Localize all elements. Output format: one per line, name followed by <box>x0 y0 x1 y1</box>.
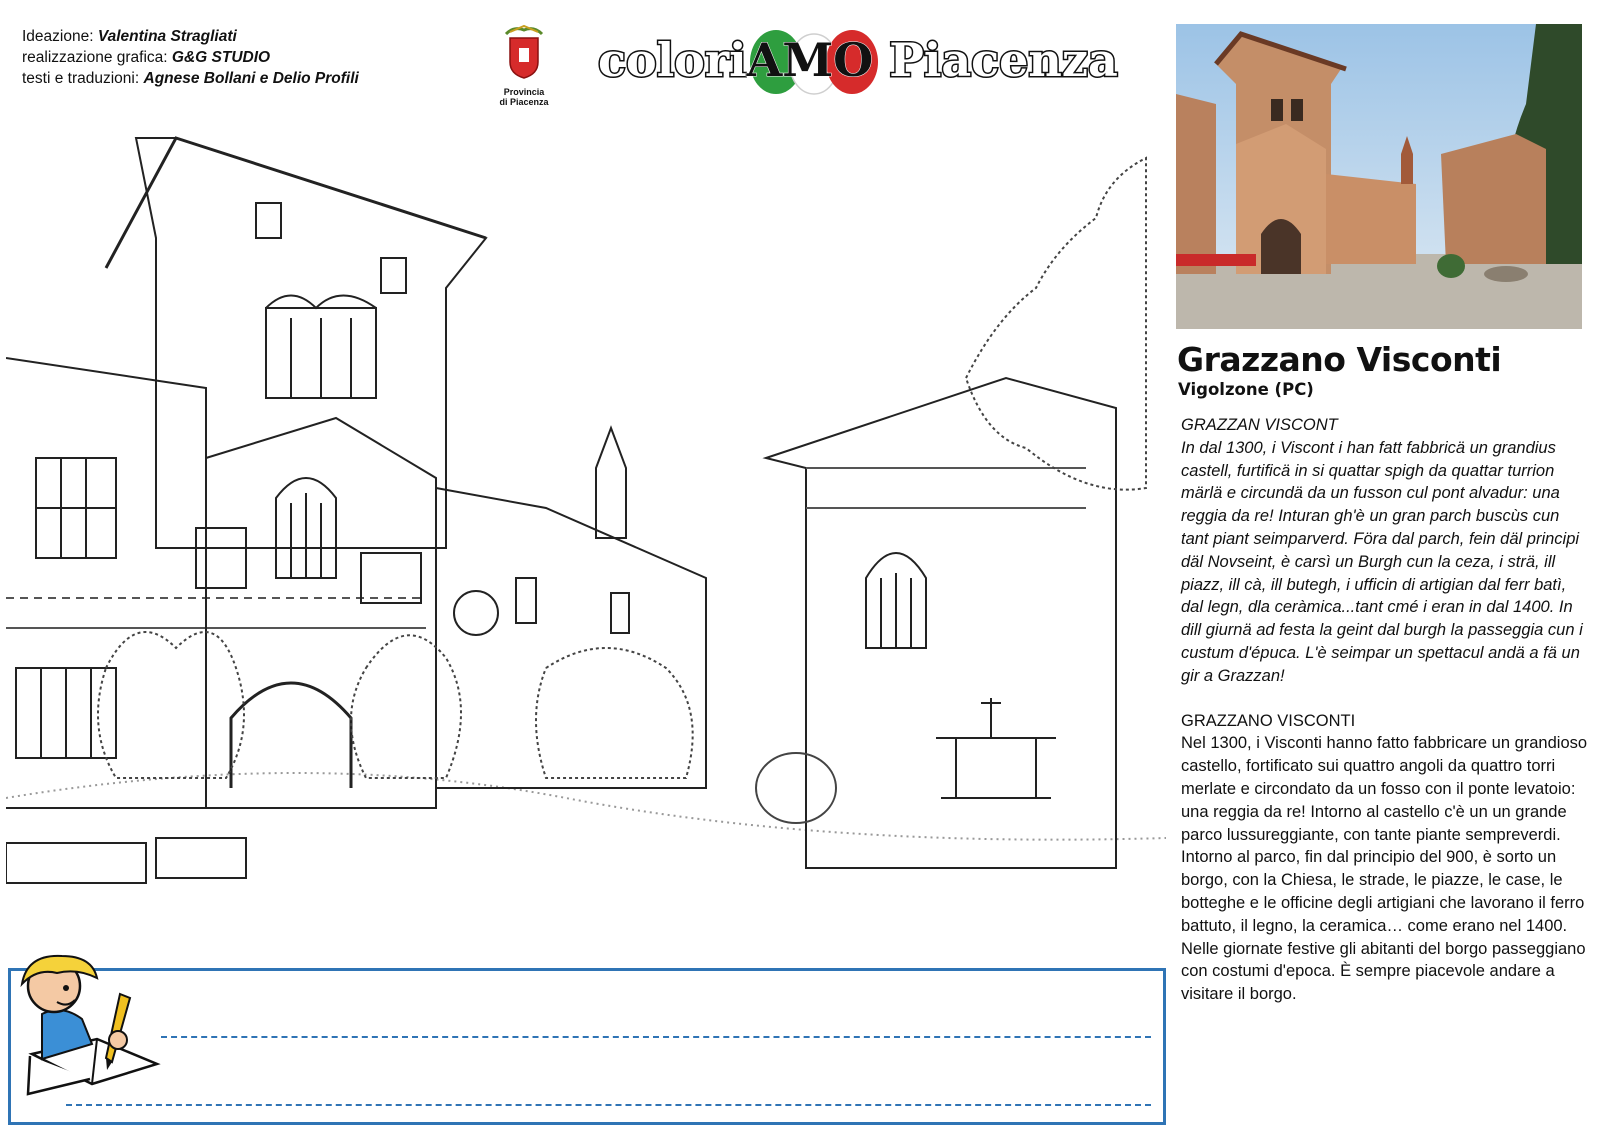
logo-text <box>598 33 1118 87</box>
logo-part-colori: colori <box>598 33 747 87</box>
credits-block <box>22 26 359 89</box>
dialect-heading: GRAZZAN VISCONT <box>1181 416 1338 434</box>
place-title: Grazzano Visconti <box>1177 340 1502 379</box>
archway <box>231 683 351 788</box>
central-building-outline <box>206 418 436 808</box>
description-column <box>1181 414 1591 1006</box>
tower-outline <box>136 138 486 548</box>
province-logo <box>488 24 560 107</box>
grazzano-photo <box>1176 24 1582 329</box>
writing-box[interactable] <box>8 968 1166 1125</box>
kid-writing-icon <box>2 944 162 1104</box>
credit-ideazione: Ideazione: Valentina Stragliati <box>22 28 237 45</box>
right-building-outline <box>766 378 1116 868</box>
province-label: Provincia di Piacenza <box>499 87 549 107</box>
logo-part-piacenza: Piacenza <box>873 33 1118 87</box>
logo-part-amo: AMO <box>746 33 874 87</box>
writing-line-1[interactable] <box>161 1036 1151 1038</box>
writing-line-2[interactable] <box>66 1104 1151 1106</box>
credit-testi: testi e traduzioni: Agnese Bollani e Delio Profili <box>22 70 359 87</box>
tree-outline <box>966 158 1146 490</box>
dialect-body: In dal 1300, i Viscont i han fatt fabbricä un grandius castell, furtificä in si quattar spigh da quattar turrion märlä e circundä da un fusson cul pont alvadur: una reggia da re! Inturan gh'è un gran parch buscùs cun tant piant seimparverd. Föra dal parch, fein däl principi däl Novseint, è carsì un Burgh cun la ceza, i strä, ill piazz, ill cà, ill butegh, i ufficin di artigian dal ferr batì, dal legn, dla ceràmica...tant cmé i eran in dal 1400. In dill giurnä ad festa la geint dal burgh la passeggia cun i custum d'épuca. L'è seimpar un spettacul andä a fä un gir a Grazzan! <box>1181 438 1583 685</box>
province-crest-icon <box>500 24 548 80</box>
italian-heading: GRAZZANO VISCONTI <box>1181 711 1356 730</box>
left-building-outline <box>6 358 206 808</box>
coloriamo-piacenza-logo <box>598 18 1128 98</box>
credit-grafica: realizzazione grafica: G&G STUDIO <box>22 49 271 66</box>
place-subtitle: Vigolzone (PC) <box>1178 380 1314 399</box>
italian-body: Nel 1300, i Visconti hanno fatto fabbricare un grandioso castello, fortificato sui quattro angoli da quattro torri merlate e circondato da un fosso con il ponte levatoio: una reggia da re! Intorno al castello c'è un un grande parco lussureggiante, con tante piante sempreverdi. Intorno al parco, fin dal principio del 900, è sorto un borgo, con la Chiesa, le strade, le piazze, le case, le botteghe e le officine degli artigiani che lavorano il ferro battuto, il legno, la ceramica… come erano nel 1400. Nelle giornate festive gli abitanti del borgo passeggiano con costumi d'epoca. È sempre piacevole andare a visitare il borgo. <box>1181 734 1588 1004</box>
coloring-sketch <box>6 108 1166 968</box>
fountain <box>936 738 1056 798</box>
